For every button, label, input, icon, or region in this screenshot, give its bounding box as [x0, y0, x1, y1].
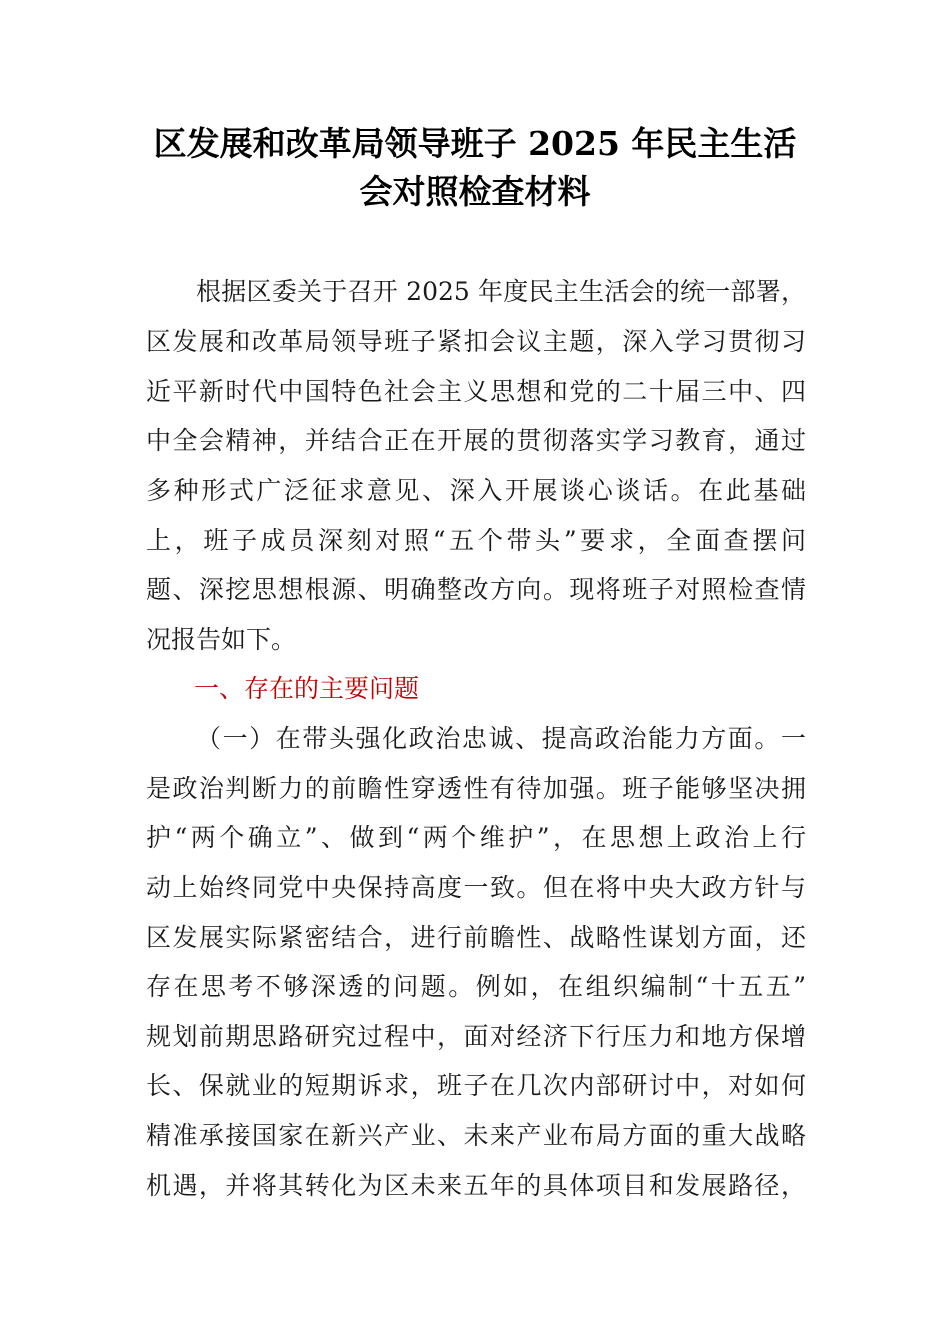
section-line: 存在思考不够深透的问题。例如，在组织编制“十五五” [146, 972, 806, 1001]
section-line: （一）在带头强化政治忠诚、提高政治能力方面。一 [196, 724, 806, 753]
intro-line: 根据区委关于召开 2025 年度民主生活会的统一部署， [196, 277, 806, 306]
section-line: 规划前期思路研究过程中，面对经济下行压力和地方保增 [146, 1022, 806, 1051]
document-title-line-1: 区发展和改革局领导班子 2025 年民主生活 [153, 124, 797, 163]
section-line: 精准承接国家在新兴产业、未来产业布局方面的重大战略 [146, 1121, 806, 1150]
section-line: 护“两个确立”、做到“两个维护”，在思想上政治上行 [146, 823, 806, 852]
intro-line: 况报告如下。 [146, 625, 297, 654]
section-heading: 一、存在的主要问题 [194, 674, 420, 703]
intro-line: 上，班子成员深刻对照“五个带头”要求，全面查摆问 [146, 526, 806, 555]
intro-line: 多种形式广泛征求意见、深入开展谈心谈话。在此基础 [146, 476, 806, 505]
intro-line: 近平新时代中国特色社会主义思想和党的二十届三中、四 [146, 377, 806, 406]
intro-line: 中全会精神，并结合正在开展的贯彻落实学习教育，通过 [146, 426, 806, 455]
intro-line: 题、深挖思想根源、明确整改方向。现将班子对照检查情 [146, 575, 806, 604]
section-line: 长、保就业的短期诉求，班子在几次内部研讨中，对如何 [146, 1071, 806, 1100]
section-line: 动上始终同党中央保持高度一致。但在将中央大政方针与 [146, 873, 806, 902]
section-line: 区发展实际紧密结合，进行前瞻性、战略性谋划方面，还 [146, 923, 806, 952]
document-title-line-2: 会对照检查材料 [359, 172, 591, 211]
section-line: 机遇，并将其转化为区未来五年的具体项目和发展路径， [146, 1171, 806, 1200]
section-line: 是政治判断力的前瞻性穿透性有待加强。班子能够坚决拥 [146, 774, 806, 803]
intro-line: 区发展和改革局领导班子紧扣会议主题，深入学习贯彻习 [146, 327, 806, 356]
